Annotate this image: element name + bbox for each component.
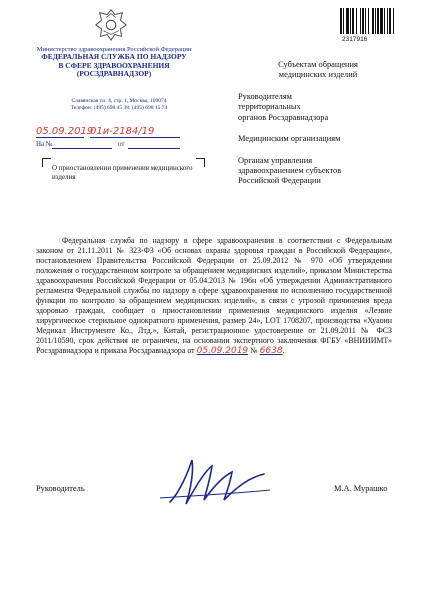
addressees (238, 60, 398, 198)
organization-address (44, 98, 194, 113)
addressee-block (238, 60, 398, 81)
addressee-block (238, 156, 398, 187)
subject-bracket-left (42, 158, 51, 167)
addressee-line: Органам управления (238, 155, 313, 165)
addressee-line: Руководителям (238, 91, 292, 101)
reply-to-label: На № (36, 140, 53, 148)
phone-line: Телефон: (495) 698 45 38; (495) 698 15 74 (70, 105, 168, 112)
addressee-block (238, 134, 398, 144)
address-line: Славянская пл. 4, стр. 1, Москва, 109074 (71, 98, 167, 104)
registration-number: 01и-2184/19 (90, 126, 155, 137)
registration-date: 05.09.2019 (36, 126, 94, 137)
addressee-block (238, 92, 398, 123)
addressee-line: Субъектам обращения (278, 60, 358, 69)
addressee-line: органов Росздравнадзора (238, 112, 329, 122)
service-name-line3: (РОСЗДРАВНАДЗОР) (76, 69, 152, 79)
document-subject: О приостановлении применения медицинского изделия (52, 164, 193, 182)
coat-of-arms-emblem-icon (92, 6, 130, 44)
order-date: 05.09.2019 (196, 346, 249, 357)
ministry-name: Министерство здравоохранения Российской Федерации (36, 46, 192, 53)
order-number-label: № (250, 346, 258, 356)
reply-from-underline (128, 148, 180, 149)
date-underline (36, 137, 84, 138)
barcode (340, 8, 410, 34)
barcode-number: 2317916 (342, 36, 368, 43)
barcode-bar (393, 8, 394, 34)
reply-from-label: от (118, 140, 125, 148)
reply-to-underline (52, 148, 112, 149)
body-text: Федеральная служба по надзору в сфере здравоохранения в соответствии с Федеральным законом от 21.11.2011 № 323-ФЗ «Об основах охраны здоровья граждан в Российской Федерации», постановлением Правительства Российской Федерации от 25.09.2012 № 970 «Об утверждении положения о государственном контроле за обращением медицинских изделий», приказом Министерства здравоохранения Российской Федерации от 05.04.2013 № 196н «Об утверждении Административного регламента Федеральной службы по надзору в сфере здравоохранения по исполнению государственной функции по контролю за обращением медицинских изделий», в связи с угрозой причинения вреда здоровью граждан, сообщает о приостановлении применения медицинского изделия «Лезвие хирургическое стерильное однократного применения, размер 24», LOT 1708207, производства «Хуаоин Медикал Инструменте Ко., Лтд.», Китай, регистрационное удостоверение от 21.09.2011 № ФСЗ 2011/10590, срок действия не ограничен, на основании экспертного заключения ФГБУ «ВНИИИМТ» Росздравнадзора и приказа Росздравнадзора от (36, 236, 392, 356)
addressee-line: территориальных (238, 102, 301, 112)
signatory-role: Руководитель (36, 484, 85, 493)
organization-header (30, 46, 198, 78)
addressee-line: Медицинским организациям (238, 134, 341, 144)
addressee-line: медицинских изделий (278, 70, 358, 80)
signatory-name: М.А. Мурашко (334, 484, 388, 493)
letter-body: Федеральная служба по надзору в сфере здравоохранения в соответствии с Федеральным законом от 21.11.2011 № 323-ФЗ «Об основах охраны здоровья граждан в Российской Федерации», постановлением Правительства Российской Федерации от 25.09.2012 № 970 «Об утверждении положения о государственном контроле за обращением медицинских изделий», приказом Министерства здравоохранения Российской Федерации от 05.04.2013 № 196н «Об утверждении Административного регламента Федеральной службы по надзору в сфере здравоохранения по исполнению государственной функции по контролю за обращением медицинских изделий», в связи с угрозой причинения вреда здоровью граждан, сообщает о приостановлении применения медицинского изделия «Лезвие хирургическое стерильное однократного применения, размер 24», LOT 1708207, производства «Хуаоин Медикал Инструменте Ко., Лтд.», Китай, регистрационное удостоверение от 21.09.2011 № ФСЗ 2011/10590, срок действия не ограничен, на основании экспертного заключения ФГБУ «ВНИИИМТ» Росздравнадзора и приказа Росздравнадзора от 05.09.2019 № 6638. (36, 236, 392, 357)
service-name-line2: В СФЕРЕ ЗДРАВООХРАНЕНИЯ (58, 60, 170, 70)
addressee-line: здравоохранением субъектов (238, 165, 342, 175)
number-underline (90, 137, 180, 138)
handwritten-signature (140, 452, 280, 510)
service-name-line1: ФЕДЕРАЛЬНАЯ СЛУЖБА ПО НАДЗОРУ (41, 52, 187, 62)
order-number: 6638 (259, 346, 283, 357)
addressee-line: Российской Федерации (238, 176, 321, 186)
